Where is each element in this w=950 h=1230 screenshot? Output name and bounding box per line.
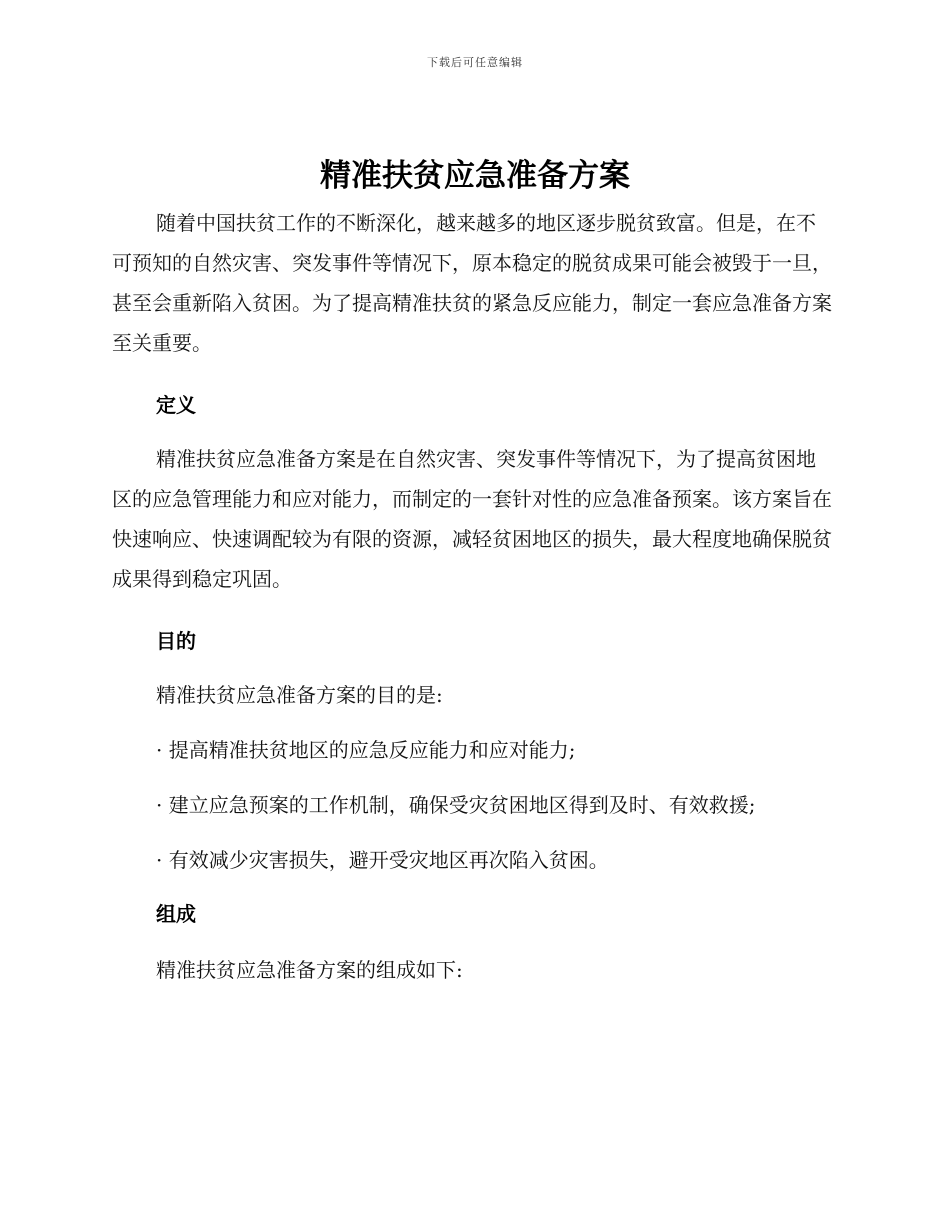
section-heading-purpose: 目的 xyxy=(156,629,196,653)
purpose-list-item: · 提高精准扶贫地区的应急反应能力和应对能力; xyxy=(156,738,576,762)
intro-paragraph: 随着中国扶贫工作的不断深化，越来越多的地区逐步脱贫致富。但是，在不可预知的自然灾害、突发事件等情况下，原本稳定的脱贫成果可能会被毁于一旦，甚至会重新陷入贫困。为了提高精准扶贫的紧急反应能力，制定一套应急准备方案至关重要。 xyxy=(112,211,832,355)
section-heading-composition: 组成 xyxy=(156,902,196,926)
purpose-lead: 精准扶贫应急准备方案的目的是: xyxy=(156,683,443,707)
purpose-list-item: · 有效减少灾害损失，避开受灾地区再次陷入贫困。 xyxy=(156,848,609,872)
purpose-list-item: · 建立应急预案的工作机制，确保受灾贫困地区得到及时、有效救援; xyxy=(156,793,756,817)
section-heading-definition: 定义 xyxy=(156,393,196,417)
composition-lead: 精准扶贫应急准备方案的组成如下: xyxy=(156,958,463,982)
definition-paragraph: 精准扶贫应急准备方案是在自然灾害、突发事件等情况下，为了提高贫困地区的应急管理能力和应对能力，而制定的一套针对性的应急准备预案。该方案旨在快速响应、快速调配较为有限的资源，减轻贫困地区的损失，最大程度地确保脱贫成果得到稳定巩固。 xyxy=(112,447,832,591)
header-note: 下载后可任意编辑 xyxy=(427,56,523,69)
document-title: 精准扶贫应急准备方案 xyxy=(320,158,630,194)
